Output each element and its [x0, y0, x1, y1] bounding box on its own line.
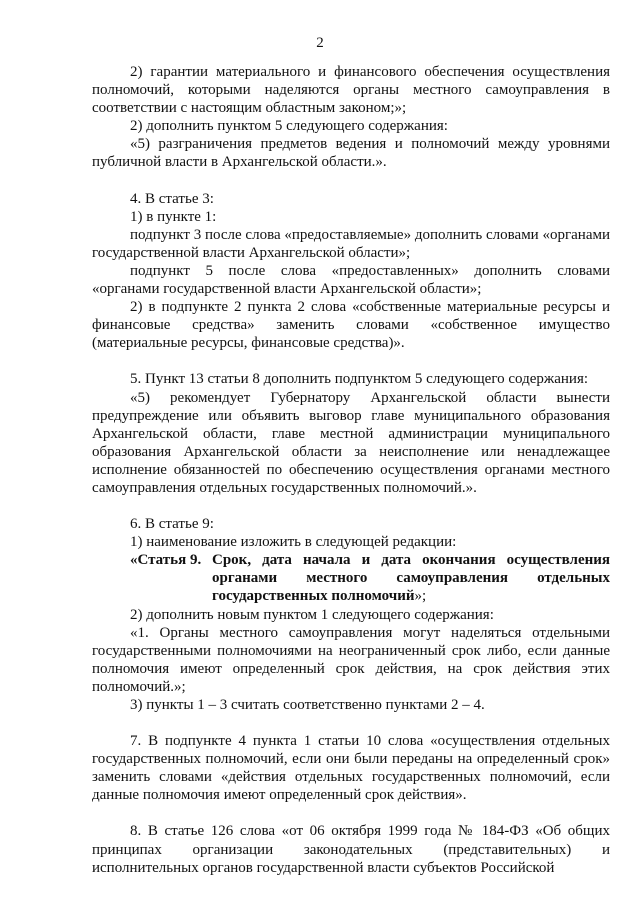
- paragraph: 2) дополнить пунктом 5 следующего содержания:: [130, 118, 448, 135]
- page-number: 2: [316, 35, 324, 51]
- section-heading: 4. В статье 3:: [130, 190, 214, 207]
- section-heading: 5. Пункт 13 статьи 8 дополнить подпунктом 5 следующего содержания:: [130, 371, 589, 388]
- paragraph: 2) дополнить новым пунктом 1 следующего содержания:: [130, 606, 494, 623]
- article-heading-lead: «Статья 9.: [130, 552, 202, 569]
- article-heading-tail: »;: [414, 588, 427, 605]
- article-heading-body: [212, 551, 610, 605]
- section-heading: 6. В статье 9:: [130, 516, 214, 533]
- paragraph: 2) в подпункте 2 пункта 2 слова «собственные материальные ресурсы и финансовые средства» заменить словами «собственное имущество (материальные ресурсы, финансовые средства)».: [92, 299, 610, 352]
- paragraph: подпункт 5 после слова «предоставленных» дополнить словами «органами государственной власти Архангельской области»;: [92, 262, 610, 298]
- paragraph: «1. Органы местного самоуправления могут наделяться отдельными государственными полномочиями на неограниченный срок либо, если данные полномочия имеют определенный срок действия, на срок действия этих полномочий.»;: [92, 624, 610, 695]
- paragraph: 2) гарантии материального и финансового обеспечения осуществления полномочий, которыми наделяются органы местного самоуправления в соответствии с настоящим областным законом;»;: [92, 64, 610, 117]
- paragraph: подпункт 3 после слова «предоставляемые» дополнить словами «органами государственной власти Архангельской области»;: [92, 226, 610, 261]
- article-heading-text: Срок, дата начала и дата окончания осуществления органами местного самоуправления отдельных государственных полномочий: [212, 552, 610, 605]
- article-heading: [92, 551, 610, 605]
- section-heading: 7. В подпункте 4 пункта 1 статьи 10 слова «осуществления отдельных государственных полномочий, если они были переданы на определенный срок» заменить словами «действия отдельных государственных полномочий, если данные полномочия имеют определенный срок действия».: [92, 733, 610, 804]
- paragraph: 1) наименование изложить в следующей редакции:: [130, 534, 457, 551]
- paragraph: 1) в пункте 1:: [130, 208, 217, 225]
- section-heading: 8. В статье 126 слова «от 06 октября 1999 года № 184-ФЗ «Об общих принципах организации законодательных (представительных) и исполнительных органов государственной власти субъектов Российской: [92, 823, 610, 876]
- document-body: [92, 63, 610, 877]
- paragraph: 3) пункты 1 – 3 считать соответственно пунктами 2 – 4.: [130, 697, 485, 713]
- paragraph: «5) рекомендует Губернатору Архангельской области вынести предупреждение или объявить выговор главе муниципального образования Архангельской области, главе местной администрации муниципального образования Архангельской области за неисполнение или ненадлежащее исполнение обязанностей по обеспечению осуществления органами местного самоуправления отдельных государственных полномочий.».: [92, 389, 610, 496]
- paragraph: «5) разграничения предметов ведения и полномочий между уровнями публичной власти в Архангельской области.».: [92, 136, 610, 171]
